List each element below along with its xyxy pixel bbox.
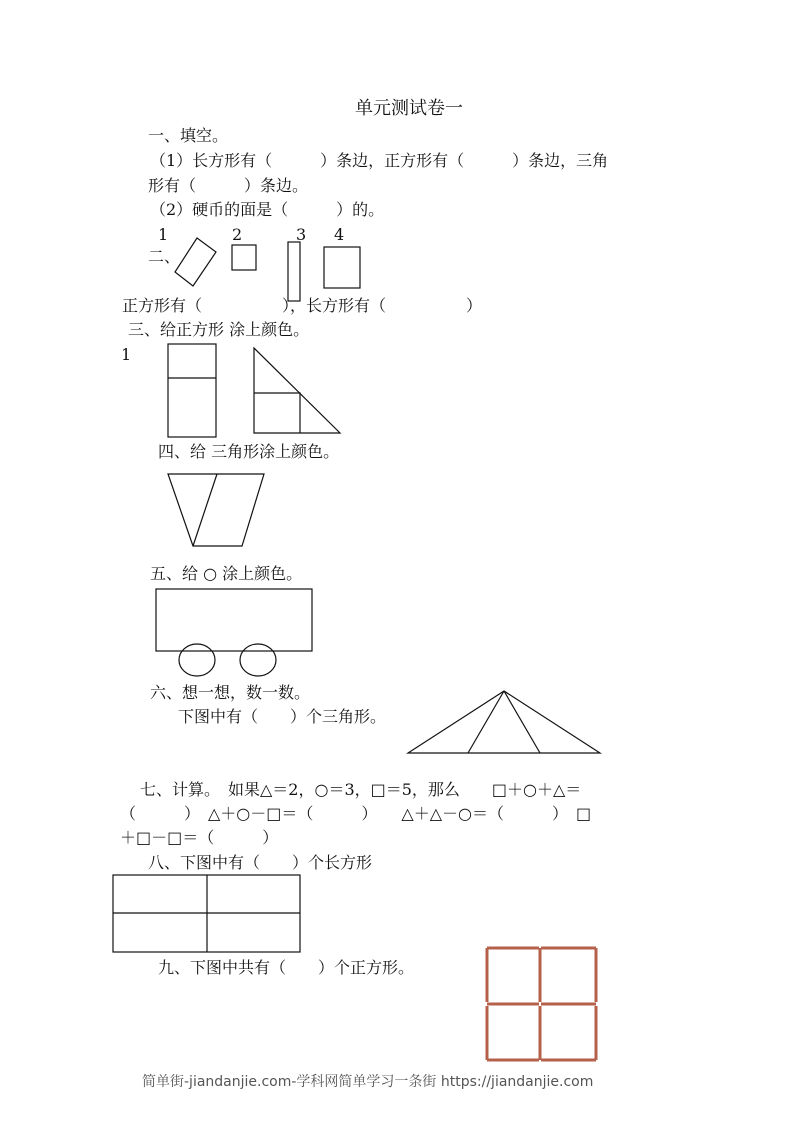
q1-item1-line1: （1）长方形有（ ）条边，正方形有（ ）条边，三角: [150, 151, 609, 170]
q6-question: 下图中有（ ）个三角形。: [178, 707, 387, 726]
q2-heading: 二、: [148, 247, 181, 266]
q2-answer-line: 正方形有（ ），长方形有（ ）: [122, 296, 483, 315]
page-title: 单元测试卷一: [355, 98, 463, 119]
q2-number-2: 2: [232, 225, 243, 244]
q7-line3: ＋□－□＝（ ）: [120, 828, 279, 847]
q9-heading: 九、下图中共有（ ）个正方形。: [158, 958, 415, 977]
q5-heading: 五、给 ○ 涂上颜色。: [150, 564, 303, 583]
q6-heading: 六、想一想，数一数。: [150, 683, 311, 702]
q7-line1: 七、计算。 如果△＝2，○＝3，□＝5，那么 □＋○＋△＝: [140, 780, 582, 799]
q1-heading: 一、填空。: [148, 126, 229, 145]
q1-item1-line2: 形有（ ）条边。: [148, 176, 309, 195]
q2-number-1: 1: [158, 225, 169, 244]
q2-number-4: 4: [334, 225, 345, 244]
q3-number: 1: [121, 345, 132, 364]
q7-line2: （ ） △＋○－□＝（ ） △＋△－○＝（ ） □: [120, 804, 592, 823]
q1-item2: （2）硬币的面是（ ）的。: [150, 200, 385, 219]
q2-number-3: 3: [296, 225, 307, 244]
q8-heading: 八、下图中有（ ）个长方形: [148, 853, 373, 872]
q3-heading: 三、给正方形 涂上颜色。: [128, 320, 310, 339]
page-footer: 简单街-jiandanjie.com-学科网简单学习一条街 https://jiandanjie.com: [142, 1074, 594, 1090]
q4-heading: 四、给 三角形涂上颜色。: [158, 442, 340, 461]
